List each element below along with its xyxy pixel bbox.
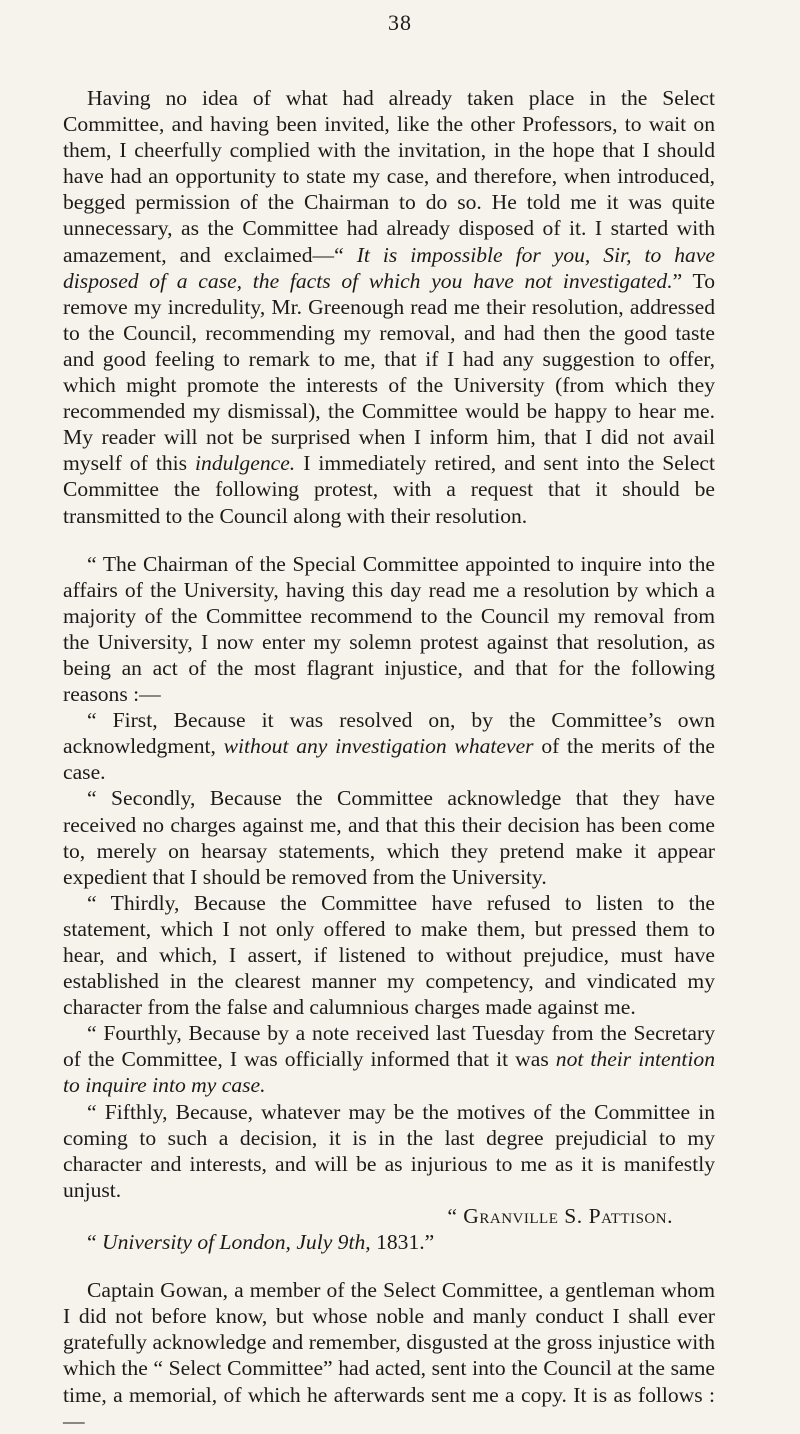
body-text <box>63 85 715 1434</box>
paragraph-reason-fifth: “ Fifthly, Because, whatever may be the motives of the Committee in coming to such a decision, it is in the last degree prejudicial to my character and interests, and will be as injurious to me as it is manifestly unjust. <box>63 1099 715 1202</box>
text-run: 1831.” <box>370 1230 435 1255</box>
text-run: “ Fourthly, Because by a note received last Tuesday from the Secretary of the Committee, I was officially informed that it was <box>63 1021 715 1072</box>
paragraph-reason-third: “ Thirdly, Because the Committee have refused to listen to the statement, which I not only offered to make them, but pressed them to hear, and which, I assert, if listened to without prejudice, must have established in the clearest manner my competency, and vindicated my character from the false and calumnious charges made against me. <box>63 890 715 1020</box>
paragraph-reason-second: “ Secondly, Because the Committee acknowledge that they have received no charges against me, and that this their decision has been come to, merely on hearsay statements, which they pretend make it appear expedient that I should be removed from the University. <box>63 786 715 889</box>
italic-quote: It is impossible for you, Sir, to have disposed of a case, the facts of which you have not investigated. <box>63 242 715 293</box>
text-run: Having no idea of what had already taken place in the Select Committee, and having been invited, like the other Professors, to wait on them, I cheerfully complied with the invitation, in the hope that I should have had an opportunity to state my case, and therefore, when introduced, begged permission of the Chairman to do so. He told me it was quite unnecessary, as the Committee had already disposed of it. I started with amazement, and exclaimed—“ <box>63 86 715 267</box>
italic-word: indulgence. <box>195 451 296 476</box>
paragraph-protest-opening: “ The Chairman of the Special Committee appointed to inquire into the affairs of the University, having this day read me a resolution by which a majority of the Committee recommend to the Council my removal from the University, I now enter my solemn protest against that resolution, as being an act of the most flagrant injustice, and that for the following reasons :— <box>63 551 715 707</box>
italic-phrase: without any investigation whatever <box>223 734 534 759</box>
paragraph-captain-gowan: Captain Gowan, a member of the Select Committee, a gentleman whom I did not before know, but whose noble and manly conduct I shall ever gratefully acknowledge and remember, disgusted at the gross injustice with which the “ Select Committee” had acted, sent into the Council at the same time, a memorial, of which he afterwards sent me a copy. It is as follows :— <box>63 1278 715 1433</box>
text-run: “ <box>87 1230 102 1255</box>
text-run: I immediately retired, and sent into the Select Committee the following protest, with a request that it should be transmitted to the Council along with their resolution. <box>63 451 715 528</box>
text-run: of the merits of the case. <box>63 734 716 785</box>
paragraph-reason-fourth <box>63 1020 715 1098</box>
italic-phrase: not their intention to inquire into my case. <box>63 1047 715 1098</box>
dateline <box>63 1229 715 1255</box>
italic-place-date: University of London, July 9th, <box>101 1230 371 1255</box>
paragraph-reason-first <box>63 707 715 785</box>
page-number: 38 <box>388 10 412 35</box>
text-run: ” To remove my incredulity, Mr. Greenough read me their resolution, addressed to the Council, recommending my removal, and had then the good taste and good feeling to remark to me, that if I had any suggestion to offer, which might promote the interests of the University (from which they recommended my dismissal), the Committee would be happy to hear me. My reader will not be surprised when I inform him, that I did not avail myself of this <box>63 268 715 476</box>
text-run: “ First, Because it was resolved on, by the Committee’s own acknowledgment, <box>63 708 715 759</box>
signature: “ Granville S. Pattison. <box>447 1203 673 1228</box>
paragraph-narrative-intro <box>63 85 715 529</box>
